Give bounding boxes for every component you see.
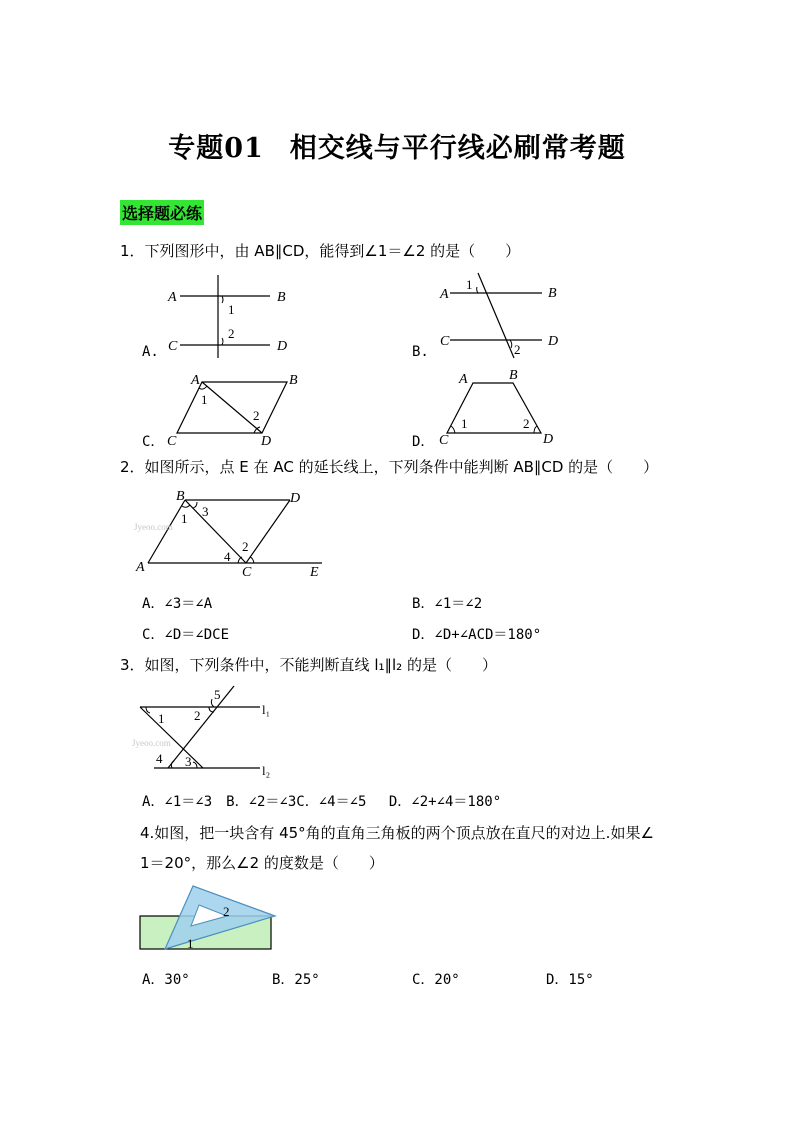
- q2-option-b: B．∠1＝∠2: [412, 596, 483, 612]
- q1c-label-1: 1: [201, 392, 208, 407]
- q1b-label-b: B: [548, 286, 557, 301]
- q1d-label-c: C: [439, 433, 449, 448]
- q3-label-2: 2: [194, 708, 201, 723]
- q2-watermark: Jyeoo.com: [134, 522, 173, 532]
- q1-option-d: D．: [412, 434, 435, 450]
- q3-stem: 3．如图，下列条件中，不能判断直线 l₁∥l₂ 的是（ ）: [120, 656, 497, 674]
- q1b-label-d: D: [548, 334, 559, 349]
- q2-option-c: C．∠D＝∠DCE: [142, 627, 230, 643]
- q1b-label-2: 2: [514, 342, 521, 357]
- q3-label-3: 3: [185, 754, 192, 769]
- q1d-label-1: 1: [461, 416, 468, 431]
- q1a-label-a: A: [168, 290, 177, 305]
- q1-stem: 1．下列图形中，由 AB∥CD，能得到∠1＝∠2 的是（ ）: [120, 242, 521, 260]
- q4-label-2: 2: [223, 904, 230, 919]
- q1b-label-1: 1: [466, 277, 473, 292]
- q1d-label-b: B: [509, 370, 518, 383]
- q2-label-b: B: [176, 489, 185, 504]
- q3-label-4: 4: [156, 751, 163, 766]
- q1a-label-b: B: [277, 290, 286, 305]
- q2-option-a: A．∠3＝∠A: [142, 596, 213, 612]
- q2-label-3: 3: [202, 504, 209, 519]
- q2-label-c: C: [242, 565, 252, 580]
- q2-label-a: A: [136, 560, 145, 575]
- title-part2: 相交线与平行线必刷常考题: [289, 133, 626, 164]
- q1c-label-2: 2: [253, 408, 260, 423]
- q4-stem-line2: 1＝20°，那么∠2 的度数是（ ）: [140, 854, 384, 872]
- q4-label-1: 1: [187, 936, 194, 951]
- q1b-label-c: C: [440, 334, 450, 349]
- q4-stem-line1: 4.如图，把一块含有 45°角的直角三角板的两个顶点放在直尺的对边上.如果∠: [140, 824, 654, 842]
- q1-option-b: B.: [412, 344, 429, 360]
- q3-options: A．∠1＝∠3 B．∠2＝∠3C．∠4＝∠5 D．∠2+∠4＝180°: [142, 794, 502, 810]
- q4-option-b: B．25°: [272, 972, 320, 988]
- q1a-label-2: 2: [228, 326, 235, 341]
- q1-option-a: A.: [142, 344, 159, 360]
- q1a-label-1: 1: [228, 302, 235, 317]
- q1b-label-a: A: [440, 287, 449, 302]
- q4-option-a: A．30°: [142, 972, 190, 988]
- q4-figure: [135, 882, 280, 952]
- q2-label-d: D: [290, 491, 301, 506]
- q4-option-d: D．15°: [546, 972, 594, 988]
- q2-stem: 2．如图所示，点 E 在 AC 的延长线上，下列条件中能判断 AB∥CD 的是（ ）: [120, 458, 659, 476]
- q1-figure-d: [435, 370, 565, 448]
- q2-label-e: E: [310, 565, 319, 580]
- q1c-label-c: C: [167, 434, 177, 448]
- q1c-label-d: D: [261, 434, 272, 448]
- q1a-label-c: C: [168, 339, 178, 354]
- q3-label-l2: l₂: [262, 763, 271, 778]
- q2-label-1: 1: [181, 511, 188, 526]
- q1-figure-a: [160, 270, 300, 360]
- q1d-label-2: 2: [523, 416, 530, 431]
- q2-option-d: D．∠D+∠ACD＝180°: [412, 627, 542, 643]
- q3-watermark: Jyeoo.com: [132, 738, 171, 748]
- q1-figure-b: [430, 270, 570, 360]
- page-title: [0, 126, 794, 165]
- q1a-label-d: D: [277, 339, 288, 354]
- q3-label-l1: l₁: [262, 702, 271, 717]
- title-part1: 专题01: [168, 133, 264, 164]
- q4-option-c: C．20°: [412, 972, 460, 988]
- q2-label-2: 2: [242, 539, 249, 554]
- q1-figure-c: [165, 370, 305, 448]
- q3-label-1: 1: [158, 711, 165, 726]
- q2-figure: [132, 485, 332, 580]
- q1-option-c: C．: [142, 434, 165, 450]
- q3-figure: [130, 682, 280, 782]
- q1d-label-a: A: [459, 372, 468, 387]
- q1c-label-b: B: [289, 373, 298, 388]
- section-heading: 选择题必练: [120, 200, 204, 225]
- q1c-label-a: A: [191, 373, 200, 388]
- q1d-label-d: D: [543, 432, 554, 447]
- q2-label-4: 4: [224, 549, 231, 564]
- q3-label-5: 5: [214, 687, 221, 702]
